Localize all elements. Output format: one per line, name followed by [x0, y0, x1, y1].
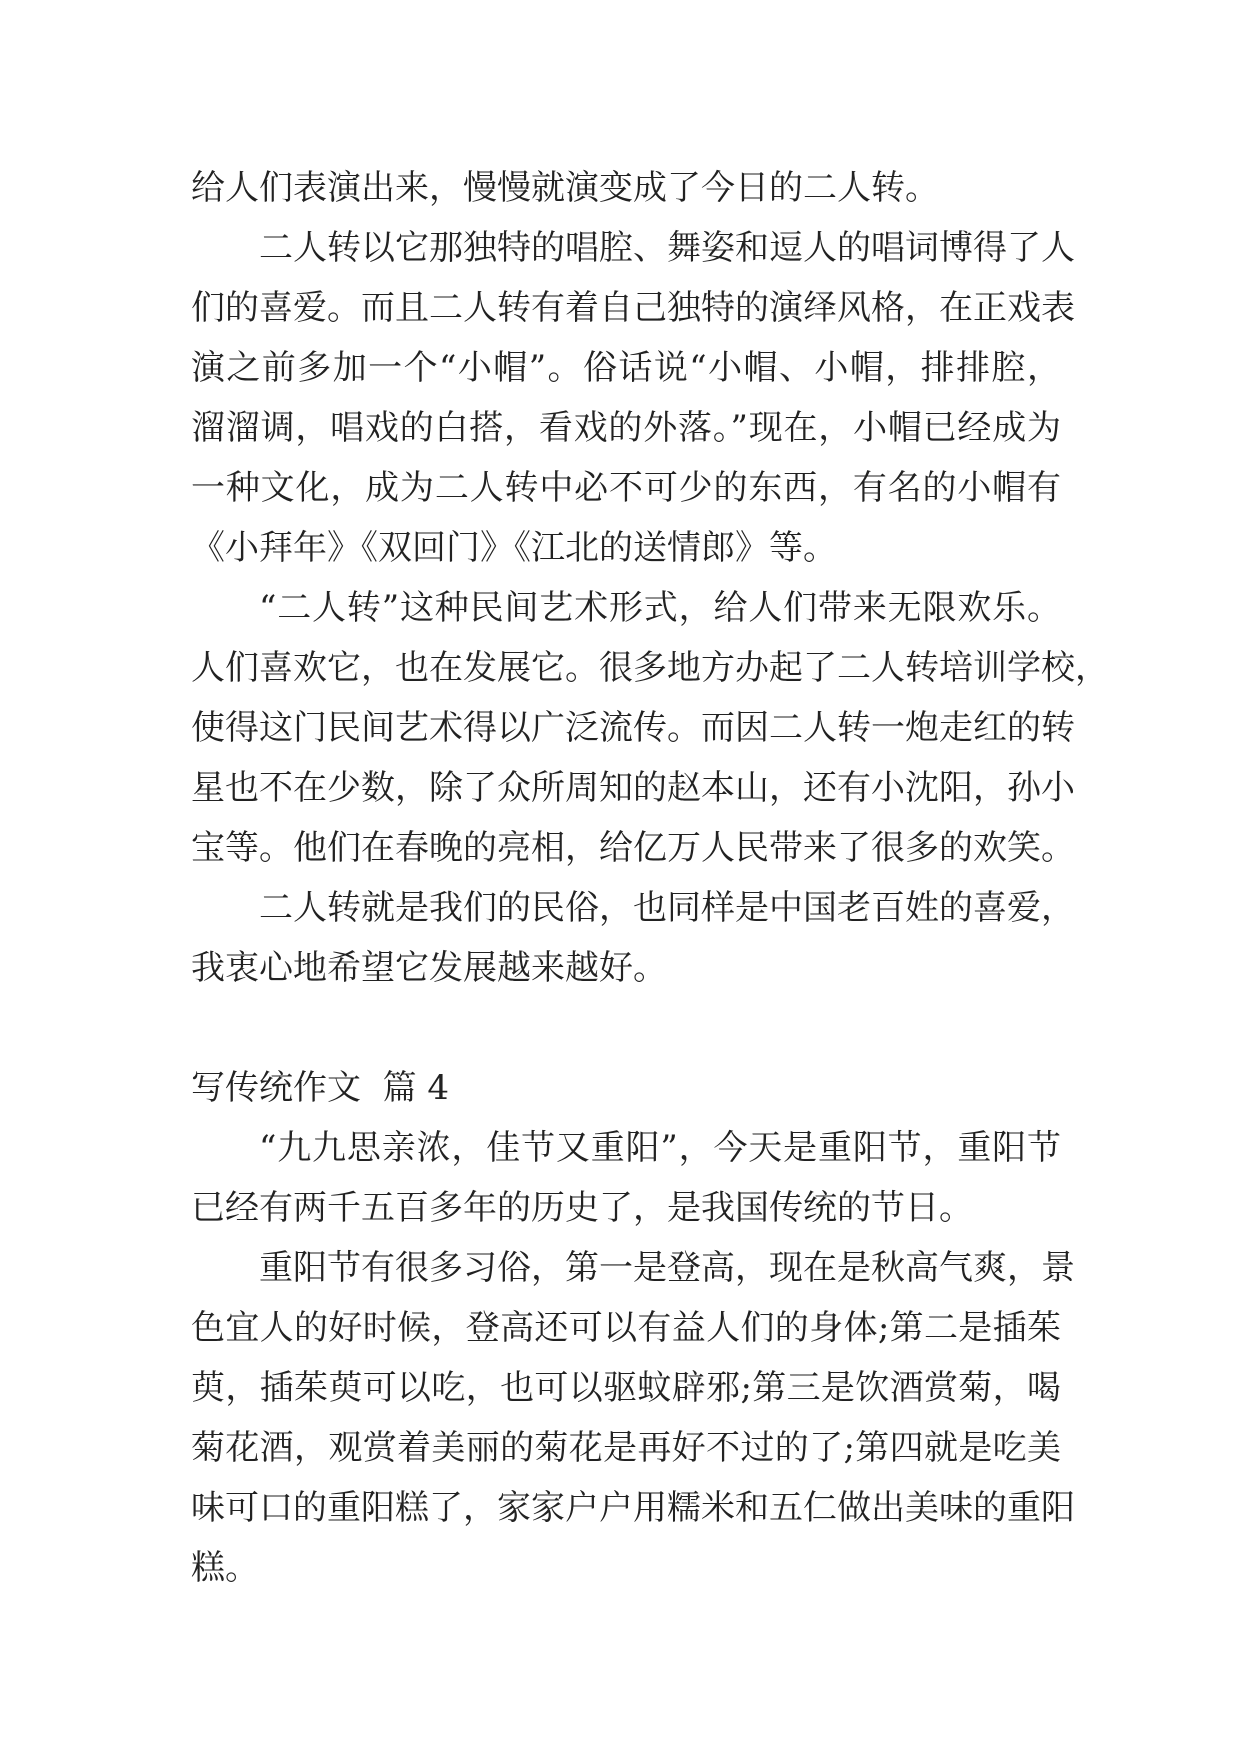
- text-line: “九九思亲浓，佳节又重阳”，今天是重阳节，重阳节: [259, 1128, 1061, 1168]
- text-line: 演之前多加一个“小帽”。俗话说“小帽、小帽，排排腔，: [191, 348, 1061, 388]
- paragraph: [191, 218, 1075, 578]
- text-line: 人们喜欢它，也在发展它。很多地方办起了二人转培训学校，: [191, 648, 1109, 688]
- paragraph: [191, 578, 1109, 878]
- section-heading: 写传统作文 篇 4: [191, 1068, 450, 1108]
- text-line: 星也不在少数，除了众所周知的赵本山，还有小沈阳，孙小: [191, 768, 1075, 808]
- paragraph: [191, 1118, 1061, 1238]
- text-line: 溜溜调，唱戏的白搭，看戏的外落。”现在，小帽已经成为: [191, 408, 1061, 448]
- text-line: 菊花酒，观赏着美丽的菊花是再好不过的了;第四就是吃美: [191, 1428, 1062, 1468]
- text-line: 已经有两千五百多年的历史了，是我国传统的节日。: [191, 1188, 973, 1228]
- text-line: 味可口的重阳糕了，家家户户用糯米和五仁做出美味的重阳: [191, 1488, 1075, 1528]
- paragraph: [191, 1238, 1075, 1598]
- paragraph: [191, 158, 1061, 218]
- text-line: 一种文化，成为二人转中必不可少的东西，有名的小帽有: [191, 468, 1061, 508]
- text-line: 二人转以它那独特的唱腔、舞姿和逗人的唱词博得了人: [259, 228, 1075, 268]
- document-body: [191, 158, 1109, 1598]
- text-line: 们的喜爱。而且二人转有着自己独特的演绎风格，在正戏表: [191, 288, 1075, 328]
- text-line: 色宜人的好时候，登高还可以有益人们的身体;第二是插茱: [191, 1308, 1061, 1348]
- paragraph: [191, 878, 1075, 998]
- section-spacer: [191, 998, 1061, 1058]
- text-line: 我衷心地希望它发展越来越好。: [191, 948, 667, 988]
- text-line: 重阳节有很多习俗，第一是登高，现在是秋高气爽，景: [259, 1248, 1075, 1288]
- text-line: 《小拜年》《双回门》《江北的送情郎》等。: [191, 528, 837, 568]
- text-line: 二人转就是我们的民俗，也同样是中国老百姓的喜爱，: [259, 888, 1075, 928]
- text-line: 使得这门民间艺术得以广泛流传。而因二人转一炮走红的转: [191, 708, 1075, 748]
- text-line: 给人们表演出来，慢慢就演变成了今日的二人转。: [191, 168, 939, 208]
- text-line: 宝等。他们在春晚的亮相，给亿万人民带来了很多的欢笑。: [191, 828, 1075, 868]
- text-line: 糕。: [191, 1548, 259, 1588]
- text-line: 萸，插茱萸可以吃，也可以驱蚊辟邪;第三是饮酒赏菊，喝: [191, 1368, 1061, 1408]
- text-line: “二人转”这种民间艺术形式，给人们带来无限欢乐。: [259, 588, 1061, 628]
